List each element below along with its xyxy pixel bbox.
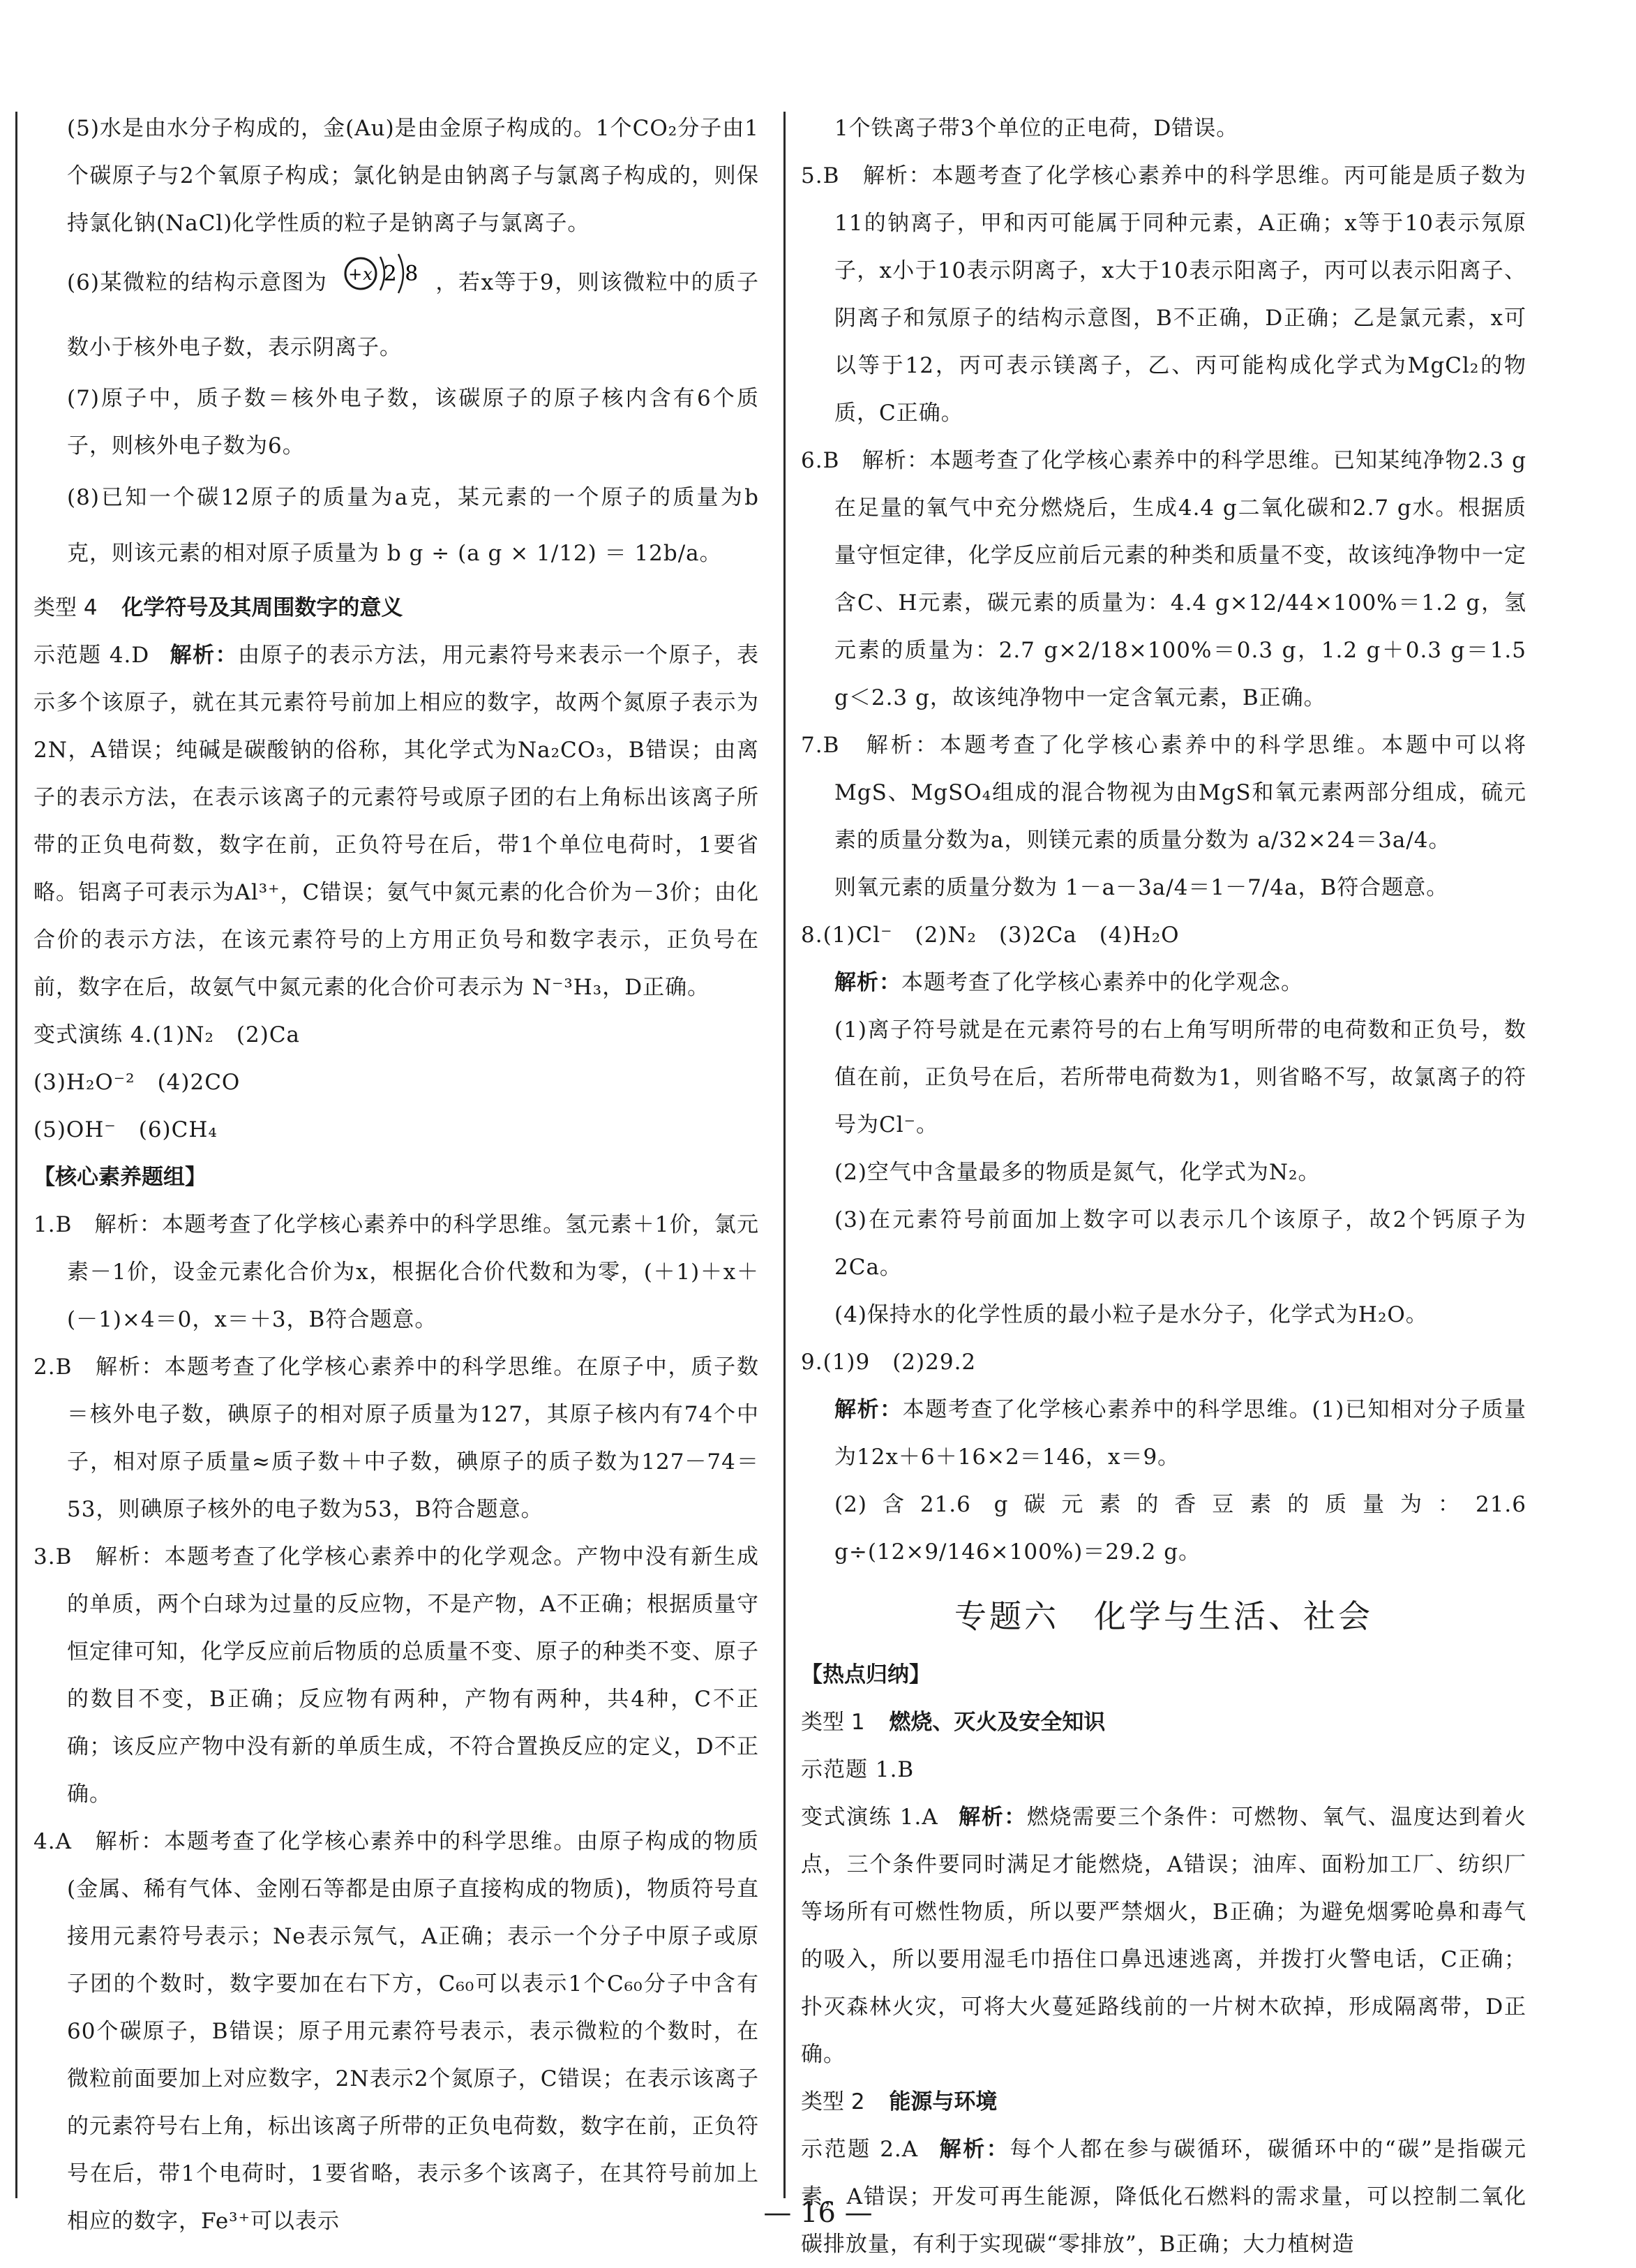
type-2-heading: 类型 2 能源与环境: [801, 2089, 998, 2114]
answer-5: (5)水是由水分子构成的，金(Au)是由金原子构成的。1个CO₂分子由1个碳原子与2个氧原子构成；氯化钠是由钠离子与氯离子构成的，则保持氯化钠(NaCl)化学性质的粒子是钠离子与氯离子。: [67, 116, 759, 236]
example-2: 示范题 2.A 解析：每个人都在参与碳循环，碳循环中的“碳”是指碳元素，A错误；开发可再生能源，降低化石燃料的需求量，可以控制二氧化碳排放量，有利于实现碳“零排放”，B正确；大力植树造: [801, 2137, 1526, 2257]
question-1: 1.B 解析：本题考查了化学核心素养中的科学思维。氢元素＋1价，氯元素－1价，设金元素化合价为x，根据化合价代数和为零，(＋1)＋x＋(－1)×4＝0，x＝＋3，B符合题意。: [33, 1212, 759, 1332]
question-9-part-2: (2)含21.6 g碳元素的香豆素的质量为：21.6 g÷(12×9/146×100%)＝29.2 g。: [834, 1492, 1526, 1565]
question-4-continued: 1个铁离子带3个单位的正电荷，D错误。: [834, 116, 1239, 141]
variant-4-line-3: (5)OH⁻ (6)CH₄: [33, 1117, 218, 1142]
column-divider-rule: [783, 112, 786, 2198]
nucleus-label: +x: [348, 264, 373, 284]
hot-points-header: 【热点归纳】: [801, 1662, 931, 1687]
variant-4-line-2: (3)H₂O⁻² (4)2CO: [33, 1070, 241, 1095]
question-7-continued: 则氧元素的质量分数为 1－a－3a/4＝1－7/4a，B符合题意。: [834, 875, 1449, 900]
right-column: [801, 105, 1526, 2268]
question-8-answers: 8.(1)Cl⁻ (2)N₂ (3)2Ca (4)H₂O: [801, 923, 1180, 948]
question-8-part-1: (1)离子符号就是在元素符号的右上角写明所带的电荷数和正负号，数值在前，正负号在后，若所带电荷数为1，则省略不写，故氯离子的符号为Cl⁻。: [834, 1017, 1526, 1137]
question-9-analysis: 解析：本题考查了化学核心素养中的科学思维。(1)已知相对分子质量为12x＋6＋16×2＝146，x＝9。: [834, 1397, 1527, 1470]
question-8-part-3: (3)在元素符号前面加上数字可以表示几个该原子，故2个钙原子为2Ca。: [834, 1207, 1526, 1280]
answer-6: (6)某微粒的结构示意图为 +x 2 8 ，若x等于9，则该微粒中的质子数小于核外电子数，表示阴离子。: [33, 247, 759, 375]
question-2: 2.B 解析：本题考查了化学核心素养中的科学思维。在原子中，质子数＝核外电子数，碘原子的相对原子质量为127，其原子核内有74个中子，相对原子质量≈质子数＋中子数，碘原子的质子数为127－74＝53，则碘原子核外的电子数为53，B符合题意。: [33, 1355, 759, 1522]
type-1-heading: 类型 1 燃烧、灭火及安全知识: [801, 1710, 1106, 1735]
atom-structure-diagram: [340, 247, 423, 320]
question-8-part-2: (2)空气中含量最多的物质是氮气，化学式为N₂。: [834, 1160, 1321, 1185]
question-5: 5.B 解析：本题考查了化学核心素养中的科学思维。丙可能是质子数为11的钠离子，甲和丙可能属于同种元素，A正确；x等于10表示氖原子，x小于10表示阴离子，x大于10表示阳离子，丙可以表示阳离子、阴离子和氖原子的结构示意图，B不正确，D正确；乙是氯元素，x可以等于12，丙可表示镁离子，乙、丙可能构成化学式为MgCl₂的物质，C正确。: [801, 163, 1526, 426]
page-number: — 16 —: [763, 2197, 873, 2229]
answer-7: (7)原子中，质子数＝核外电子数，该碳原子的原子核内含有6个质子，则核外电子数为6。: [67, 386, 759, 458]
question-6: 6.B 解析：本题考查了化学核心素养中的科学思维。已知某纯净物2.3 g在足量的氧气中充分燃烧后，生成4.4 g二氧化碳和2.7 g水。根据质量守恒定律，化学反应前后元素的种类和质量不变，故该纯净物中一定含C、H元素，碳元素的质量为：4.4 g×12/44×100%＝1.2 g，氢元素的质量为：2.7 g×2/18×100%＝0.3 g，1.2 g＋0.3 g＝1.5 g＜2.3 g，故该纯净物中一定含氧元素，B正确。: [801, 448, 1526, 710]
type-4-heading: 类型 4 化学符号及其周围数字的意义: [33, 595, 403, 620]
section-title: 专题六 化学与生活、社会: [954, 1597, 1373, 1635]
variant-4: 变式演练 4.(1)N₂ (2)Ca: [33, 1022, 301, 1047]
question-8-analysis: 解析：本题考查了化学核心素养中的化学观念。: [834, 970, 1303, 995]
question-8-part-4: (4)保持水的化学性质的最小粒子是水分子，化学式为H₂O。: [834, 1302, 1428, 1327]
variant-1: 变式演练 1.A 解析：燃烧需要三个条件：可燃物、氧气、温度达到着火点，三个条件要同时满足才能燃烧，A错误；油库、面粉加工厂、纺织厂等场所有可燃性物质，所以要严禁烟火，B正确；为避免烟雾呛鼻和毒气的吸入，所以要用湿毛巾捂住口鼻迅速逃离，并拨打火警电话，C正确；扑灭森林火灾，可将大火蔓延路线前的一片树木砍掉，形成隔离带，D正确。: [801, 1805, 1527, 2067]
left-column: [33, 105, 759, 2245]
shell-electrons: 2 8: [383, 262, 419, 286]
example-1: 示范题 1.B: [801, 1757, 915, 1782]
left-margin-rule: [15, 112, 17, 2198]
answer-8: (8)已知一个碳12原子的质量为a克，某元素的一个原子的质量为b克，则该元素的相对原子质量为 b g ÷ (a g × 1/12) ＝ 12b/a。: [67, 485, 759, 566]
question-9-answers: 9.(1)9 (2)29.2: [801, 1350, 977, 1375]
core-literacy-header: 【核心素养题组】: [33, 1165, 207, 1190]
example-4: 示范题 4.D 解析：由原子的表示方法，用元素符号来表示一个原子，表示多个该原子，就在其元素符号前加上相应的数字，故两个氮原子表示为2N，A错误；纯碱是碳酸钠的俗称，其化学式为Na₂CO₃，B错误；由离子的表示方法，在表示该离子的元素符号或原子团的右上角标出该离子所带的正负电荷数，数字在前，正负符号在后，带1个单位电荷时，1要省略。铝离子可表示为Al³⁺，C错误；氨气中氮元素的化合价为－3价；由化合价的表示方法，在该元素符号的上方用正负号和数字表示，正负号在前，数字在后，故氨气中氮元素的化合价可表示为 N⁻³H₃，D正确。: [33, 643, 759, 1000]
question-4: 4.A 解析：本题考查了化学核心素养中的科学思维。由原子构成的物质(金属、稀有气体、金刚石等都是由原子直接构成的物质)，物质符号直接用元素符号表示；Ne表示氖气，A正确；表示一个分子中原子或原子团的个数时，数字要加在右下方，C₆₀可以表示1个C₆₀分子中含有60个碳原子，B错误；原子用元素符号表示，表示微粒的个数时，在微粒前面要加上对应数字，2N表示2个氮原子，C错误；在表示该离子的元素符号右上角，标出该离子所带的正负电荷数，数字在前，正负符号在后，带1个电荷时，1要省略，表示多个该离子，在其符号前加上相应的数字，Fe³⁺可以表示: [33, 1829, 759, 2234]
question-3: 3.B 解析：本题考查了化学核心素养中的化学观念。产物中没有新生成的单质，两个白球为过量的反应物，不是产物，A不正确；根据质量守恒定律可知，化学反应前后物质的总质量不变、原子的种类不变、原子的数目不变，B正确；反应物有两种，产物有两种，共4种，C不正确；该反应产物中没有新的单质生成，不符合置换反应的定义，D不正确。: [33, 1544, 759, 1807]
question-7: 7.B 解析：本题考查了化学核心素养中的科学思维。本题中可以将MgS、MgSO₄组成的混合物视为由MgS和氧元素两部分组成，硫元素的质量分数为a，则镁元素的质量分数为 a/32×24＝3a/4。: [801, 733, 1526, 853]
